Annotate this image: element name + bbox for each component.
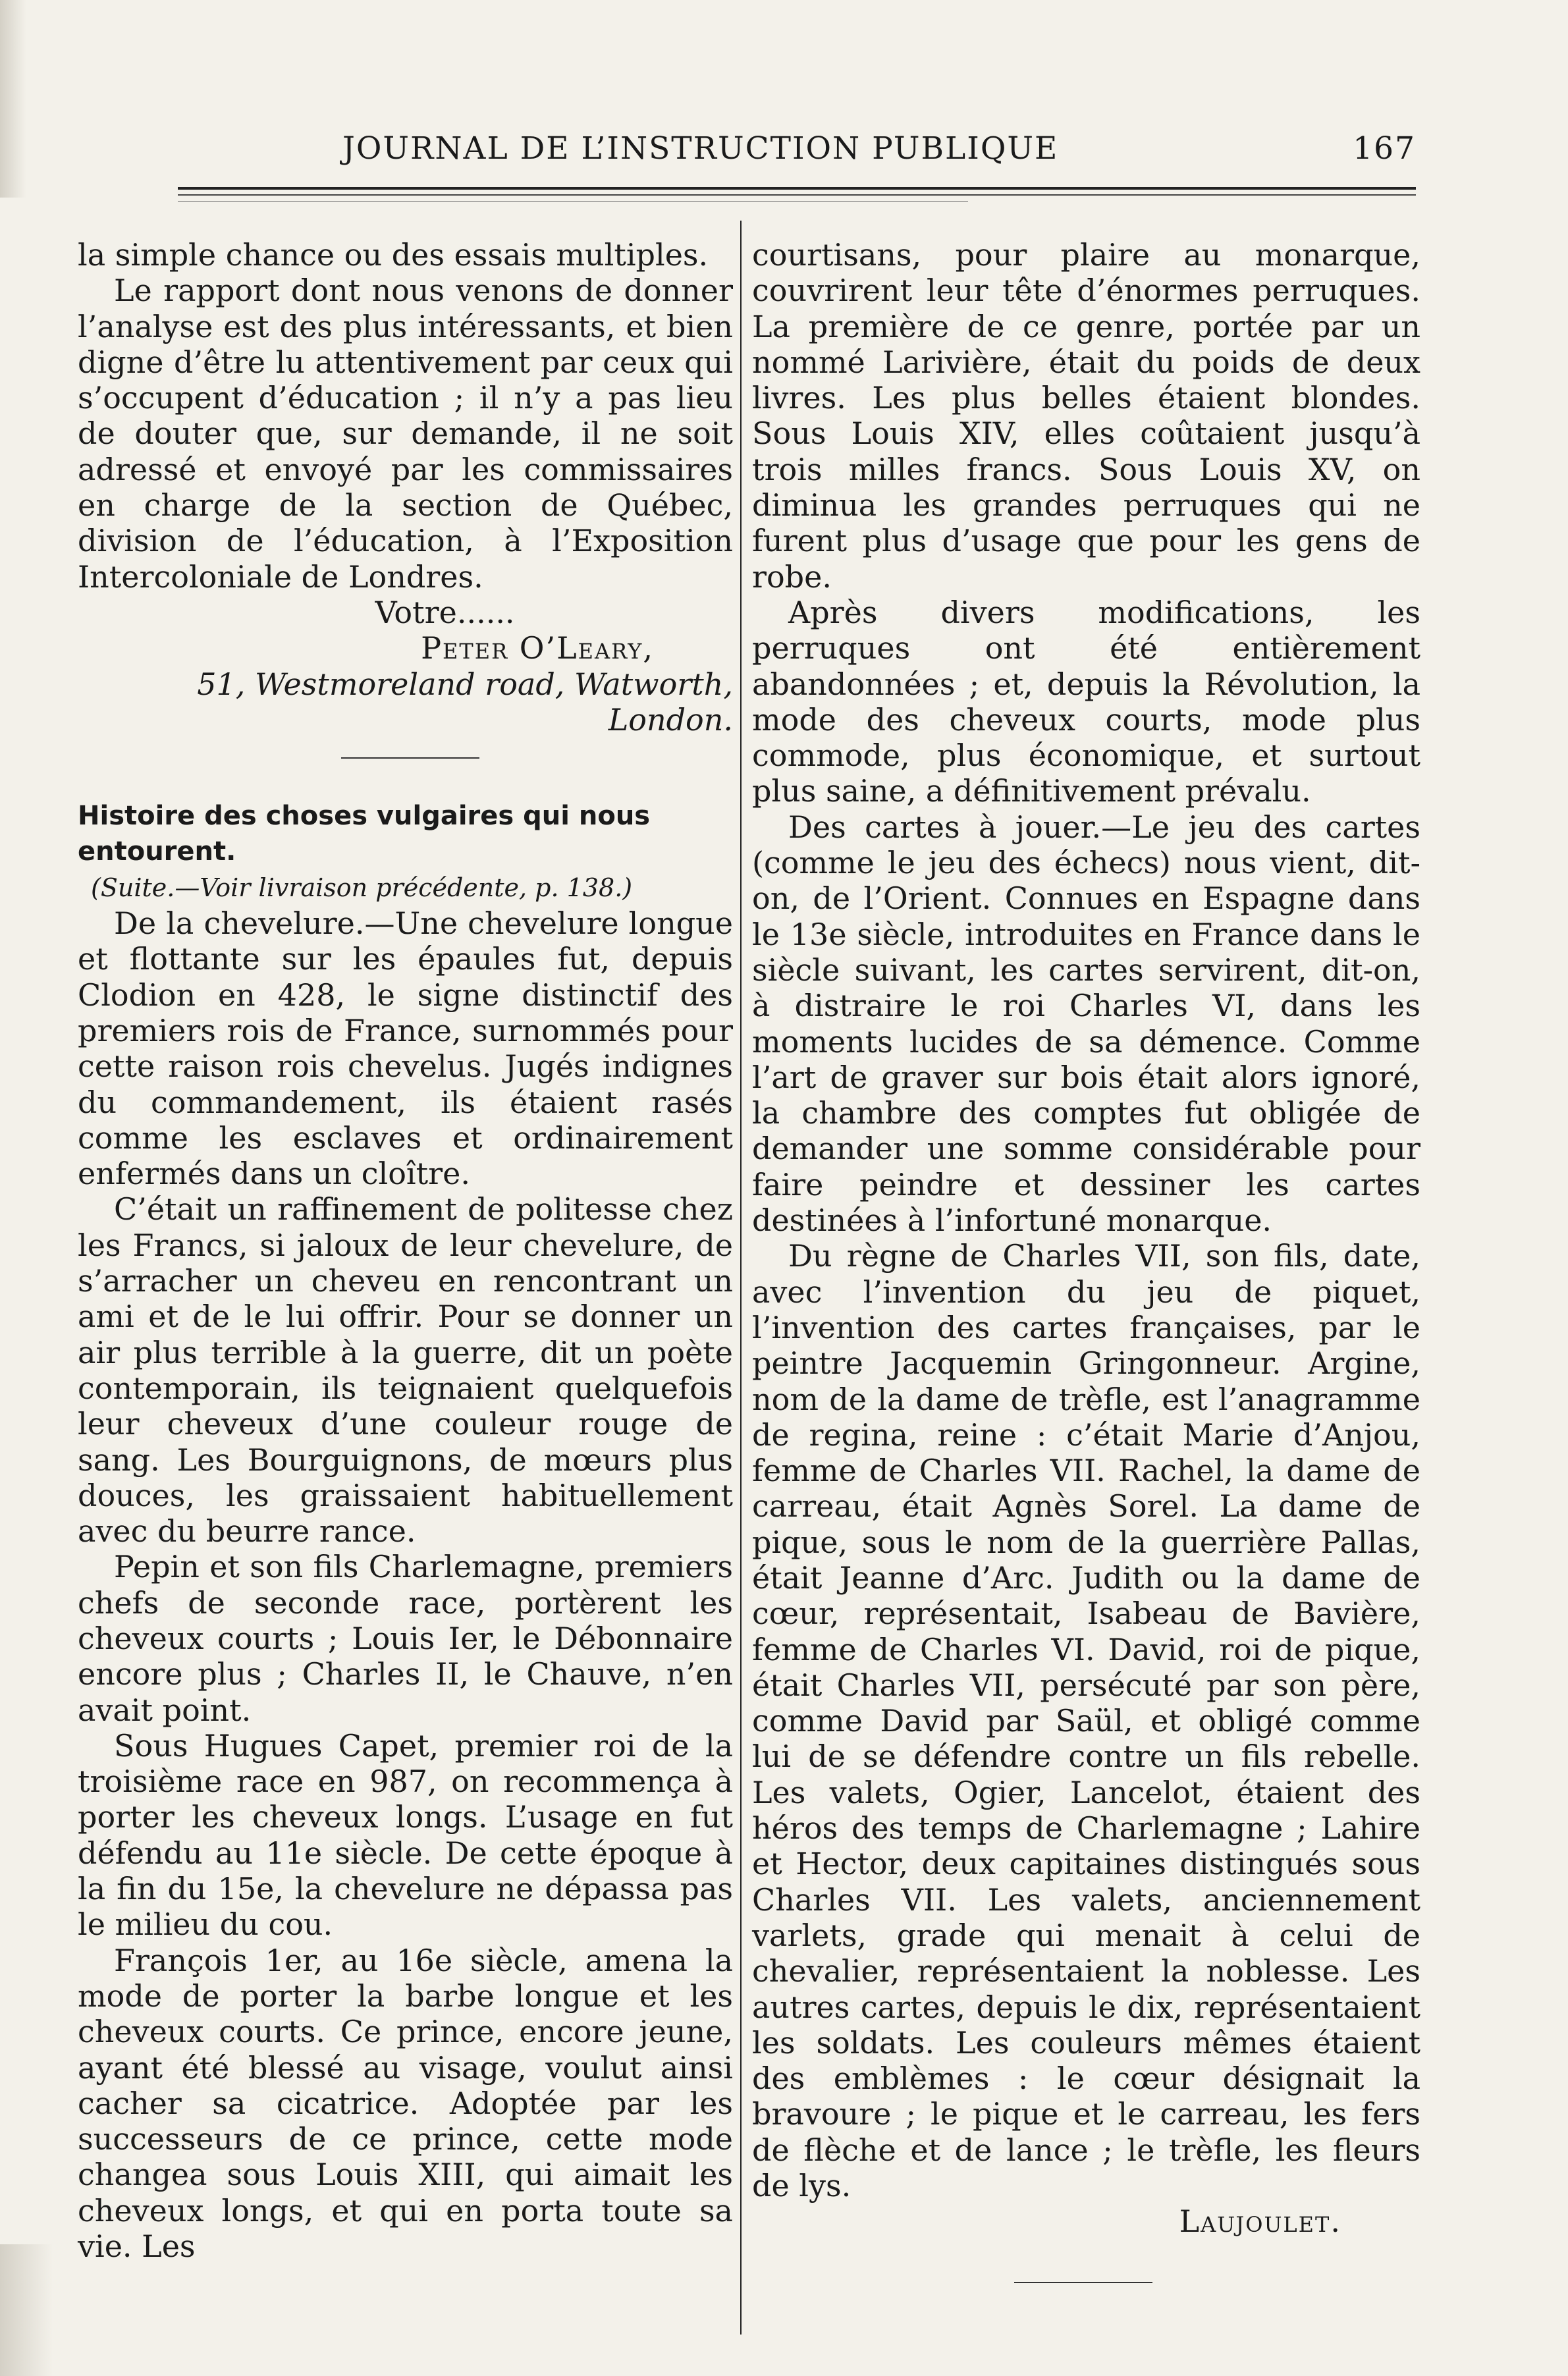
paragraph: courtisans, pour plaire au monarque, couvrirent leur tête d’énormes perruques. La première de ce genre, portée par un nommé Larivière, était du poids de deux livres. Les plus belles étaient blondes. Sous Louis XIV, elles coûtaient jusqu’à trois milles francs. Sous Louis XV, on diminua les grandes perruques qui ne furent plus d’usage que pour les gens de robe.: [752, 237, 1420, 595]
header-rule-tail: [178, 201, 968, 202]
page-edge-stain-bottom: [0, 2244, 53, 2376]
paragraph: Sous Hugues Capet, premier roi de la troisième race en 987, on recommença à porter les cheveux longs. L’usage en fut défendu au 11e siècle. De cette époque à la fin du 15e, la chevelure ne dépassa pas le milieu du cou.: [78, 1727, 733, 1943]
journal-title: JOURNAL DE L’INSTRUCTION PUBLIQUE: [342, 130, 1059, 167]
paragraph: François 1er, au 16e siècle, amena la mode de porter la barbe longue et les cheveux courts. Ce prince, encore jeune, ayant été blessé au visage, voulut ainsi cacher sa cicatrice. Adoptée par les successeurs de ce prince, cette mode changea sous Louis XIII, qui aimait les cheveux longs, et qui en porta toute sa vie. Les: [78, 1942, 733, 2265]
signature-address: 51, Westmoreland road, Watworth, London.: [197, 666, 733, 738]
paragraph: Des cartes à jouer.—Le jeu des cartes (comme le jeu des échecs) nous vient, dit-on, de l’Orient. Connues en Espagne dans le 13e siècle, introduites en France dans le siècle suivant, les cartes servirent, dit-on, à distraire le roi Charles VI, dans les moments lucides de sa démence. Comme l’art de graver sur bois était alors ignoré, la chambre des comptes fut obligée de demander une somme considérable pour faire peindre et dessiner les cartes destinées à l’infortuné monarque.: [752, 809, 1420, 1239]
signature-intro: Votre......: [375, 594, 515, 630]
column-divider: [740, 221, 742, 2335]
header-rule-thick: [178, 187, 1416, 190]
paragraph: Du règne de Charles VII, son fils, date, avec l’invention du jeu de piquet, l’invention des cartes françaises, par le peintre Jacquemin Gringonneur. Argine, nom de la dame de trèfle, est l’anagramme de regina, reine : c’était Marie d’Anjou, femme de Charles VII. Rachel, la dame de carreau, était Agnès Sorel. La dame de pique, sous le nom de la guerrière Pallas, était Jeanne d’Arc. Judith ou la dame de cœur, représentait, Isabeau de Bavière, femme de Charles VI. David, roi de pique, était Charles VII, persécuté par son père, comme David par Saül, et obligé comme lui de se défendre contre un fils rebelle. Les valets, Ogier, Lancelot, étaient des héros des temps de Charlemagne ; Lahire et Hector, deux capitaines distingués sous Charles VII. Les valets, anciennement varlets, grade qui menait à celui de chevalier, représentaient la noblesse. Les autres cartes, depuis le dix, représentaient les soldats. Les couleurs mêmes étaient des emblèmes : le cœur désignait la bravoure ; le pique et le carreau, les fers de flèche et de lance ; le trèfle, les fleurs de lys.: [752, 1238, 1420, 2204]
paragraph: Le rapport dont nous venons de donner l’analyse est des plus intéressants, et bien digne d’être lu attentivement par ceux qui s’occupent d’éducation ; il n’y a pas lieu de douter que, sur demande, il ne soit adressé et envoyé par les commissaires en charge de la section de Québec, division de l’éducation, à l’Exposition Intercoloniale de Londres.: [78, 273, 733, 595]
section-subheading: (Suite.—Voir livraison précédente, p. 138.): [91, 873, 633, 902]
author-signature: Laujoulet.: [1179, 2203, 1341, 2240]
paragraph: De la chevelure.—Une chevelure longue et flottante sur les épaules fut, depuis Clodion en 428, le signe distinctif des premiers rois de France, surnommés pour cette raison rois chevelus. Jugés indignes du commandement, ils étaient rasés comme les esclaves et ordinairement enfermés dans un cloître.: [78, 905, 733, 1192]
page-number: 167: [1353, 130, 1416, 167]
section-heading: Histoire des choses vulgaires qui nous entourent.: [78, 801, 651, 867]
paragraph: C’était un raffinement de politesse chez les Francs, si jaloux de leur chevelure, de s’arracher un cheveu en rencontrant un ami et de le lui offrir. Pour se donner un air plus terrible à la guerre, dit un poète contemporain, ils teignaient quelquefois leur cheveux d’une couleur rouge de sang. Les Bourguignons, de mœurs plus douces, les graissaient habituellement avec du beurre rance.: [78, 1191, 733, 1550]
signature-name: Peter O’Leary,: [421, 630, 654, 666]
end-separator: [1014, 2282, 1152, 2283]
section-separator: [341, 757, 479, 759]
header-rule-thin: [178, 194, 1416, 196]
left-column: [78, 237, 733, 2264]
page-edge-stain: [0, 0, 26, 198]
paragraph: la simple chance ou des essais multiples.: [78, 237, 709, 273]
running-header: [178, 130, 1416, 176]
paragraph: Pepin et son fils Charlemagne, premiers chefs de seconde race, portèrent les cheveux courts ; Louis Ier, le Débonnaire encore plus ; Charles II, le Chauve, n’en avait point.: [78, 1549, 733, 1728]
paragraph: Après divers modifications, les perruques ont été entièrement abandonnées ; et, depuis la Révolution, la mode des cheveux courts, mode plus commode, plus économique, et surtout plus saine, a définitivement prévalu.: [752, 594, 1420, 809]
right-column: [752, 237, 1420, 2240]
